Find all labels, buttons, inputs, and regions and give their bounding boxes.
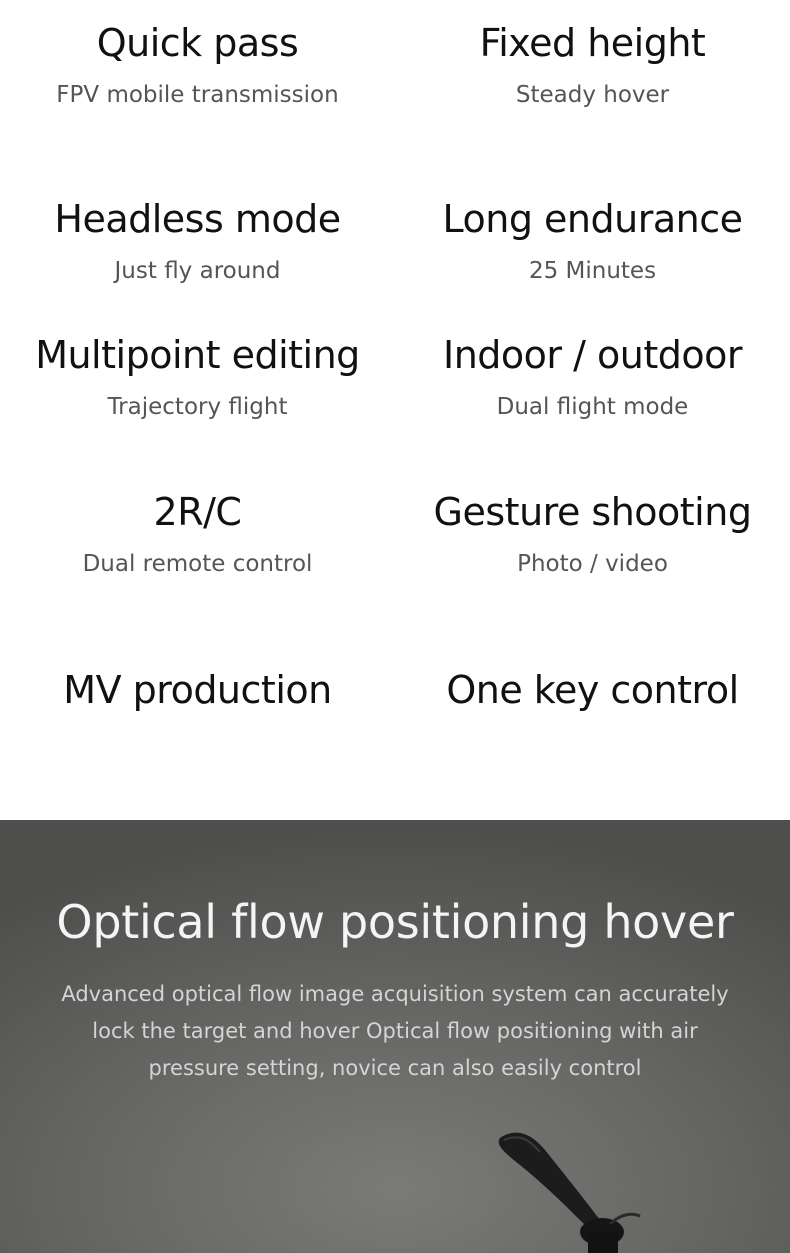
- feature-subtitle: Dual remote control: [82, 551, 313, 577]
- feature-2rc: [0, 489, 395, 579]
- feature-title: Quick pass: [96, 21, 299, 65]
- feature-subtitle: Photo / video: [517, 551, 668, 577]
- optical-flow-hero: [0, 820, 790, 1253]
- feature-headless-mode: [0, 196, 395, 286]
- feature-one-key-control: [395, 667, 790, 713]
- feature-long-endurance: [395, 196, 790, 286]
- feature-title: One key control: [446, 668, 739, 712]
- feature-subtitle: FPV mobile transmission: [56, 82, 339, 108]
- feature-title: Indoor / outdoor: [443, 333, 742, 377]
- hero-description-line: lock the target and hover Optical flow positioning with air: [92, 1019, 698, 1043]
- feature-title: Gesture shooting: [433, 490, 752, 534]
- feature-subtitle: Just fly around: [114, 258, 281, 284]
- feature-indoor-outdoor: [395, 332, 790, 422]
- feature-title: Long endurance: [442, 197, 743, 241]
- feature-subtitle: 25 Minutes: [528, 258, 657, 284]
- feature-title: Headless mode: [54, 197, 341, 241]
- feature-title: Multipoint editing: [35, 333, 360, 377]
- drone-propeller-image: [470, 1120, 650, 1253]
- feature-title: 2R/C: [153, 490, 242, 534]
- feature-multipoint-editing: [0, 332, 395, 422]
- feature-subtitle: Dual flight mode: [496, 394, 689, 420]
- feature-quick-pass: [0, 20, 395, 110]
- feature-subtitle: Steady hover: [515, 82, 670, 108]
- feature-subtitle: Trajectory flight: [107, 394, 288, 420]
- hero-description-line: Advanced optical flow image acquisition system can accurately: [61, 982, 729, 1006]
- feature-gesture-shooting: [395, 489, 790, 579]
- feature-fixed-height: [395, 20, 790, 110]
- hero-title: Optical flow positioning hover: [56, 895, 734, 949]
- feature-title: MV production: [63, 668, 332, 712]
- feature-title: Fixed height: [479, 21, 706, 65]
- hero-description-line: pressure setting, novice can also easily control: [148, 1056, 642, 1080]
- hero-description: [50, 976, 740, 1087]
- feature-mv-production: [0, 667, 395, 713]
